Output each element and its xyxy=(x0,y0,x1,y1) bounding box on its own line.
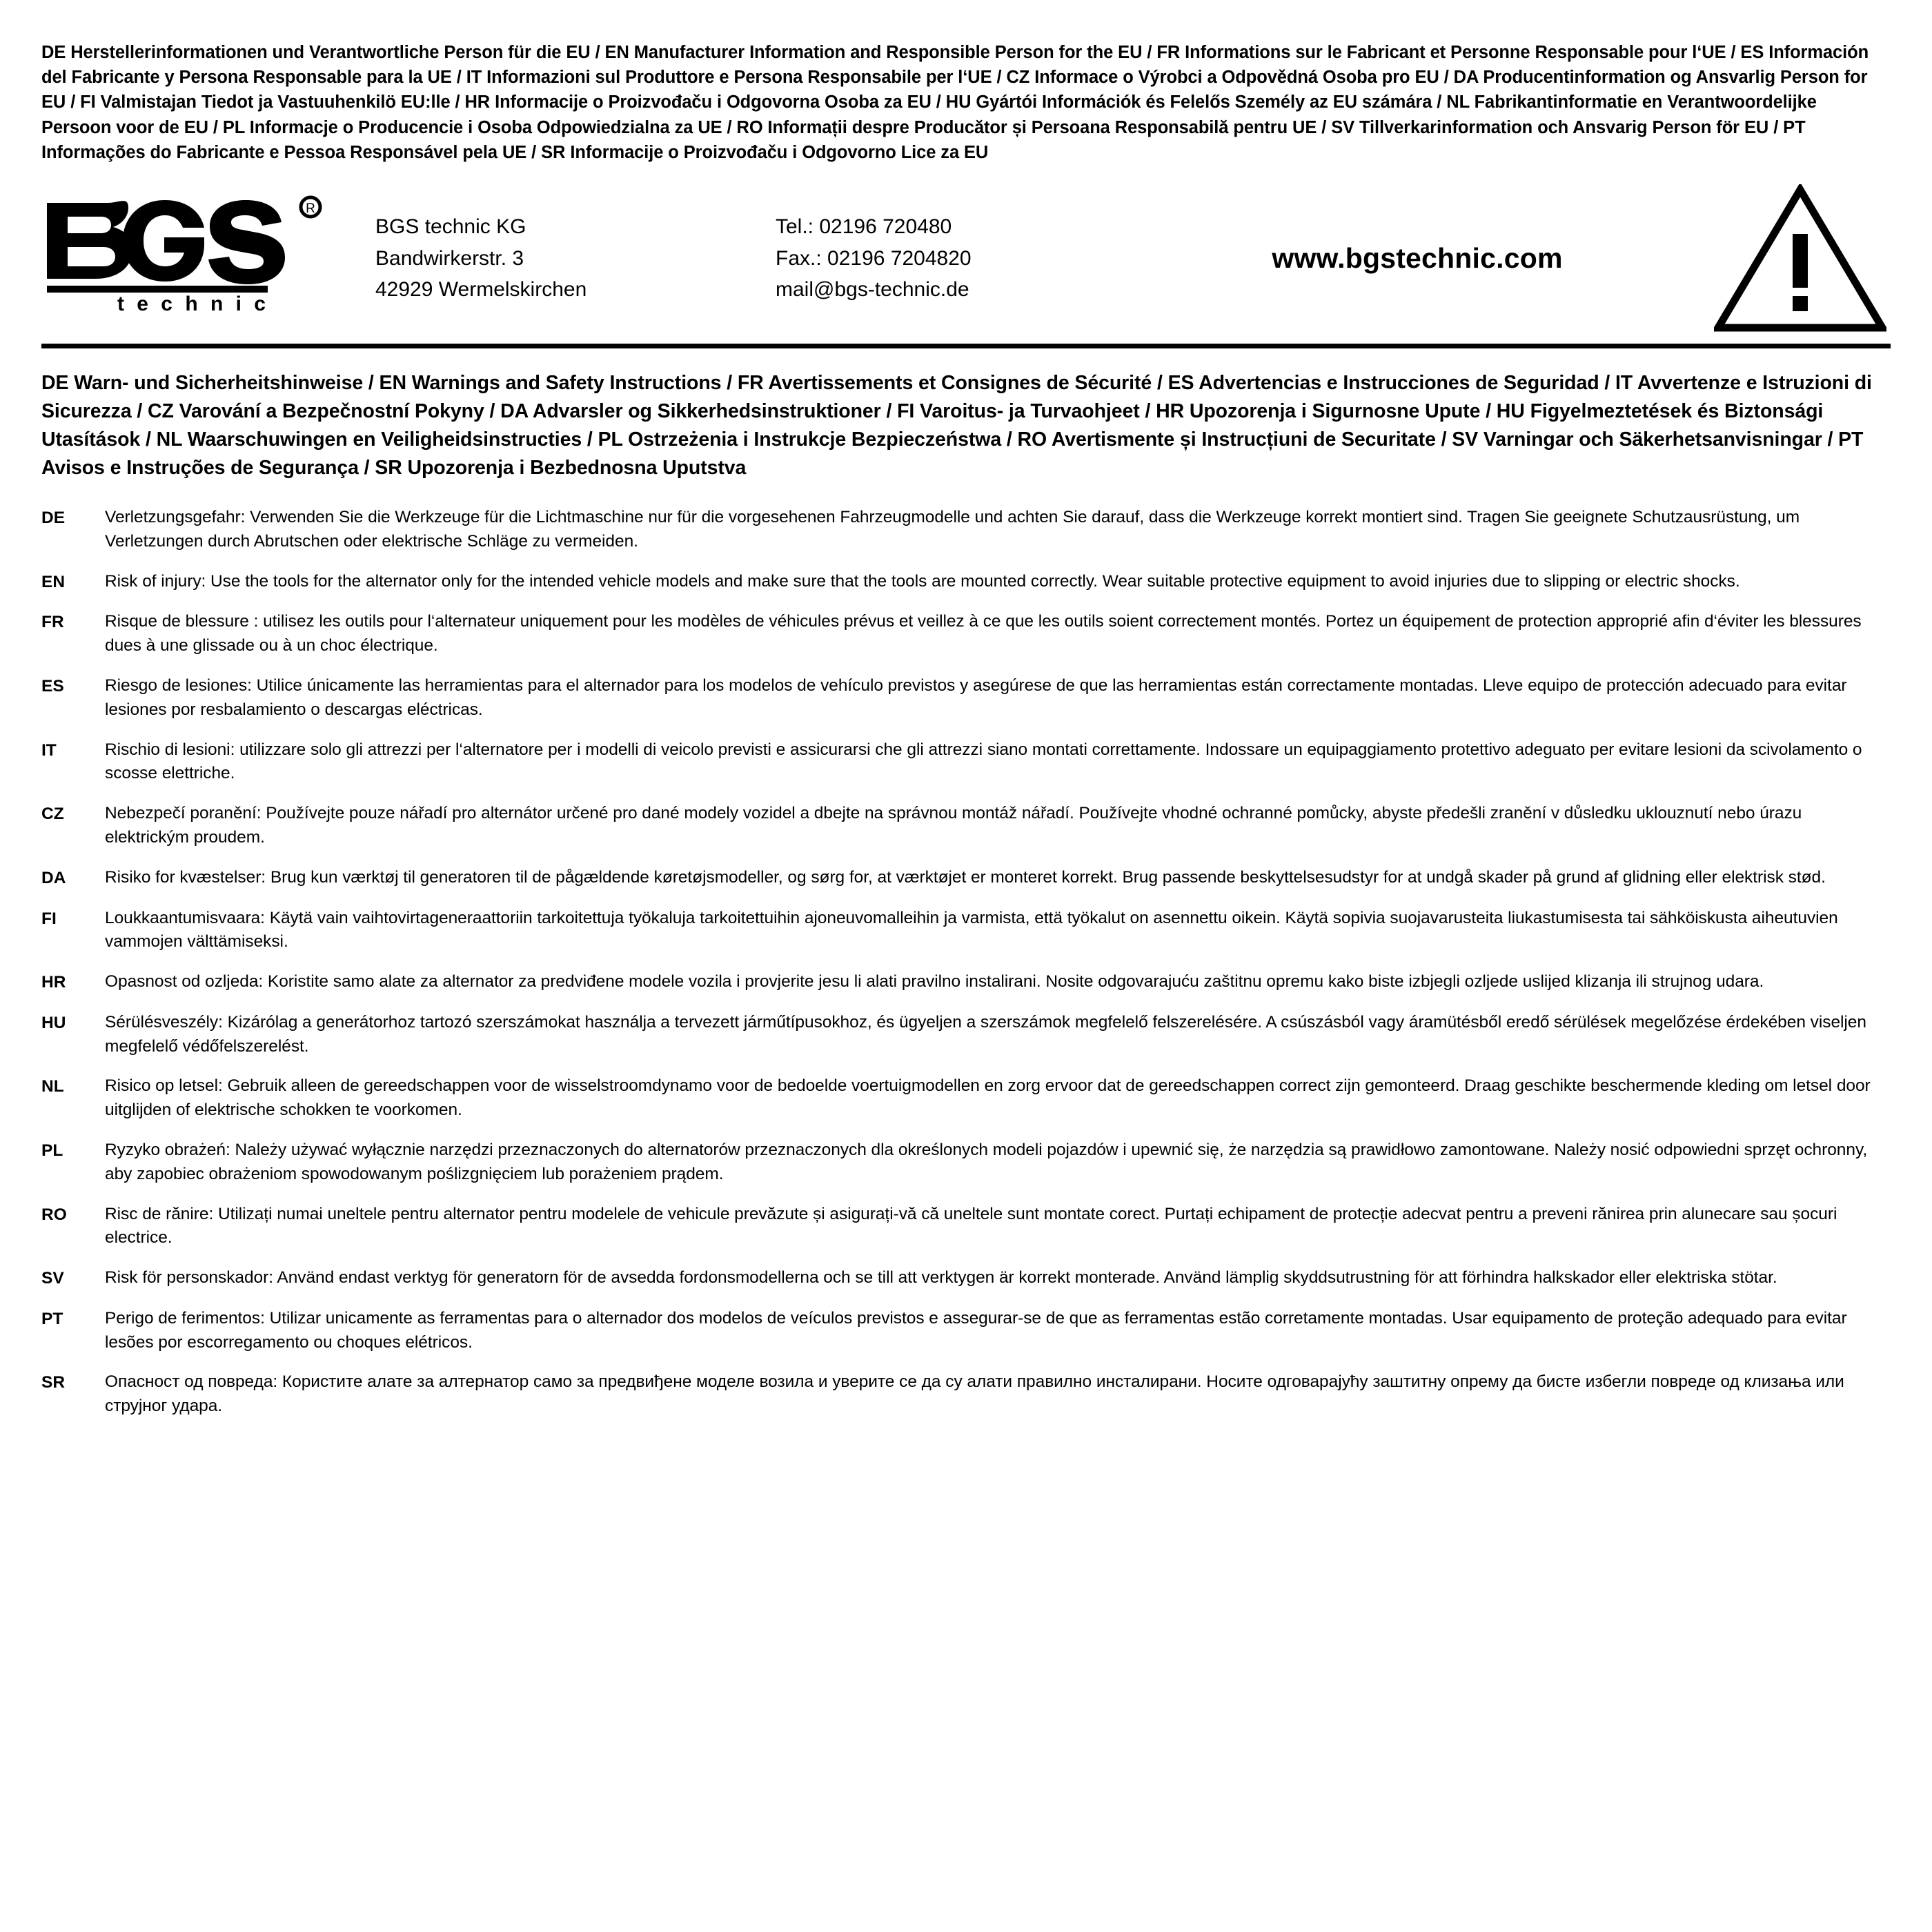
list-item xyxy=(41,674,1891,722)
list-item xyxy=(41,1370,1891,1419)
instruction-text: Riesgo de lesiones: Utilice únicamente las herramientas para el alternador para los modelos de vehículo previstos y asegúrese de que las herramientas están correctamente montadas. Lleve equipo de protección adecuado para evitar lesiones por resbalamiento o descargas eléctricas. xyxy=(105,676,1847,719)
company-city: 42929 Wermelskirchen xyxy=(375,278,587,302)
language-code: PL xyxy=(41,1141,63,1160)
list-item xyxy=(41,1138,1891,1187)
instruction-text: Risk of injury: Use the tools for the alternator only for the intended vehicle models and make sure that the tools are mounted correctly. Wear suitable protective equipment to avoid injuries due to slipping or electric shocks. xyxy=(105,571,1740,591)
language-code: IT xyxy=(41,740,57,760)
company-email[interactable]: mail@bgs-technic.de xyxy=(776,278,969,302)
instruction-text: Rischio di lesioni: utilizzare solo gli attrezzi per l‘alternatore per i modelli di veicolo previsti e assicurarsi che gli attrezzi siano montati correttamente. Indossare un equipaggiamento protettivo adeguato per evitare lesioni da scivolamento o scosse elettriche. xyxy=(105,740,1862,783)
warning-triangle-graphic xyxy=(1714,184,1886,333)
language-code: SV xyxy=(41,1269,64,1288)
language-code: HU xyxy=(41,1013,66,1032)
instruction-text: Risico op letsel: Gebruik alleen de gereedschappen voor de wisselstroomdynamo voor de bedoelde voertuigmodellen en zorg ervoor dat de gereedschappen correct zijn gemonteerd. Draag geschikte beschermende kleding om letsel door uitglijden of elektrische schokken te voorkomen. xyxy=(105,1076,1871,1120)
language-code: DA xyxy=(41,868,66,887)
company-street: Bandwirkerstr. 3 xyxy=(375,246,524,270)
bgs-logo-graphic xyxy=(41,195,366,322)
language-code: FR xyxy=(41,613,64,632)
instruction-text: Risk för personskador: Använd endast verktyg för generatorn för de avsedda fordonsmodellerna och se till att verktygen är korrekt monterade. Använd lämplig skyddsutrustning för att förhindra halkskador eller elektriska stötar. xyxy=(105,1268,1777,1288)
instruction-text: Risque de blessure : utilisez les outils pour l‘alternateur uniquement pour les modèles de véhicules prévus et veillez à ce que les outils soient correctement montés. Portez un équipement de protection approprié afin d‘éviter les blessures dues à une glissade ou à un choc électrique. xyxy=(105,612,1862,656)
instruction-text: Sérülésveszély: Kizárólag a generátorhoz tartozó szerszámokat használja a tervezett járműtípusokhoz, és ügyeljen a szerszámok megfelelő felszerelésére. A csúszásból vagy áramütésből eredő sérülések megelőzése érdekében viseljen megfelelő védőfelszerelést. xyxy=(105,1012,1866,1056)
manufacturer-info-heading: DE Herstellerinformationen und Verantwortliche Person für die EU / EN Manufacturer Information and Responsible Person for the EU / FR Informations sur le Fabricant et Personne Responsable pour l‘UE / ES Información del Fabricante y Persona Responsable para la UE / IT Informazioni sul Produttore e Persona Responsabile per l‘UE / CZ Informace o Výrobci a Odpovědná Osoba pro EU / DA Producentinformation og Ansvarlig Person for EU / FI Valmistajan Tiedot ja Vastuuhenkilö EU:lle / HR Informacije o Proizvođaču i Odgovorna Osoba za EU / HU Gyártói Információk és Felelős Személy az EU számára / NL Fabrikantinformatie en Verantwoordelijke Persoon voor de EU / PL Informacje o Producencie i Osoba Odpowiedzialna za UE / RO Informații despre Producător și Persoana Responsabilă pentru UE / SV Tillverkarinformation och Ansvarig Person för EU / PT Informações do Fabricante e Pessoa Responsável pela UE / SR Informacije o Proizvođaču i Odgovorno Lice za EU xyxy=(41,43,1869,162)
company-fax: Fax.: 02196 7204820 xyxy=(776,246,972,270)
language-code: CZ xyxy=(41,805,64,824)
company-band xyxy=(41,184,1891,348)
list-item xyxy=(41,1307,1891,1355)
list-item xyxy=(41,738,1891,787)
company-name: BGS technic KG xyxy=(375,215,526,239)
list-item xyxy=(41,506,1891,554)
company-website[interactable]: www.bgstechnic.com xyxy=(1272,242,1563,275)
company-tel: Tel.: 02196 720480 xyxy=(776,215,952,239)
instruction-text: Risiko for kvæstelser: Brug kun værktøj til generatoren til de pågældende køretøjsmodeller, og sørg for, at værktøjet er monteret korrekt. Brug passende beskyttelsesudstyr for at undgå skader på grund af glidning eller elektrisk stød. xyxy=(105,867,1826,887)
language-code: RO xyxy=(41,1205,67,1224)
language-code: FI xyxy=(41,909,57,928)
list-item xyxy=(41,970,1891,995)
instruction-text: Loukkaantumisvaara: Käytä vain vaihtovirtageneraattoriin tarkoitettuja työkaluja tarkoitettuihin ajoneuvomalleihin ja varmista, että työkalut on asennettu oikein. Käytä sopivia suojavarusteita liukastumisesta tai sähköiskusta aiheutuvien vammojen välttämiseksi. xyxy=(105,908,1838,952)
language-code: DE xyxy=(41,509,66,528)
instruction-text: Nebezpečí poranění: Používejte pouze nářadí pro alternátor určené pro dané modely vozidel a dbejte na správnou montáž nářadí. Používejte vhodné ochranné pomůcky, abyste předešli zranění v důsledku uklouznutí nebo úrazu elektrickým proudem. xyxy=(105,804,1802,847)
language-code: PT xyxy=(41,1309,63,1328)
language-code: ES xyxy=(41,677,64,696)
instruction-text: Opasnost od ozljeda: Koristite samo alate za alternator za predviđene modele vozila i provjerite jesu li alati pravilno instalirani. Nosite odgovarajuću zaštitnu opremu kako biste izbjegli ozljede uslijed klizanja ili strujnog udara. xyxy=(105,972,1764,992)
list-item xyxy=(41,866,1891,891)
list-item xyxy=(41,1203,1891,1251)
list-item xyxy=(41,1266,1891,1291)
company-address xyxy=(366,211,776,306)
instruction-text: Опасност од повреда: Користите алате за алтернатор само за предвиђене моделе возила и уверите се да су алати правилно инсталирани. Носите одговарајућу заштитну опрему да бисте избегли повреде од клизања или струјног удара. xyxy=(105,1372,1844,1416)
language-code: SR xyxy=(41,1373,66,1392)
company-contact xyxy=(776,211,1134,306)
warning-triangle-icon xyxy=(1700,184,1891,333)
language-code: NL xyxy=(41,1077,64,1096)
instructions-list xyxy=(41,506,1891,1419)
svg-text:t e c h n i c: t e c h n i c xyxy=(117,293,269,316)
svg-text:R: R xyxy=(306,201,315,217)
instruction-text: Ryzyko obrażeń: Należy używać wyłącznie narzędzi przeznaczonych do alternatorów przeznaczonych dla określonych modeli pojazdów i upewnić się, że narzędzia są prawidłowo zamontowane. Należy nosić odpowiedni sprzęt ochronny, aby zapobiec obrażeniom spowodowanym poślizgnięciem lub porażeniem prądem. xyxy=(105,1140,1868,1183)
list-item xyxy=(41,1074,1891,1123)
list-item xyxy=(41,610,1891,658)
list-item xyxy=(41,1011,1891,1059)
list-item xyxy=(41,802,1891,850)
list-item xyxy=(41,907,1891,955)
instruction-text: Risc de rănire: Utilizați numai uneltele pentru alternator pentru modelele de vehicule prevăzute și asigurați-vă că uneltele sunt montate corect. Purtați echipament de protecție adecvat pentru a preveni rănirea prin alunecare sau șocuri electrice. xyxy=(105,1204,1837,1248)
instruction-text: Verletzungsgefahr: Verwenden Sie die Werkzeuge für die Lichtmaschine nur für die vorgesehenen Fahrzeugmodelle und achten Sie darauf, dass die Werkzeuge korrekt montiert sind. Tragen Sie geeignete Schutzausrüstung, um Verletzungen durch Abrutschen oder elektrische Schläge zu vermeiden. xyxy=(105,508,1800,551)
warnings-heading: DE Warn- und Sicherheitshinweise / EN Warnings and Safety Instructions / FR Avertissements et Consignes de Sécurité / ES Advertencias e Instrucciones de Seguridad / IT Avvertenze e Istruzioni di Sicurezza / CZ Varování a Bezpečnostní Pokyny / DA Advarsler og Sikkerhedsinstruktioner / FI Varoitus- ja Turvaohjeet / HR Upozorenja i Sigurnosne Upute / HU Figyelmeztetések és Biztonsági Utasítások / NL Waarschuwingen en Veiligheidsinstructies / PL Ostrzeżenia i Instrukcje Bezpieczeństwa / RO Avertismente și Instrucțiuni de Securitate / SV Varningar och Säkerhetsanvisningar / PT Avisos e Instruções de Segurança / SR Upozorenja i Bezbednosna Uputstva xyxy=(41,372,1872,480)
instruction-text: Perigo de ferimentos: Utilizar unicamente as ferramentas para o alternador dos modelos de veículos previstos e assegurar-se de que as ferramentas estão corretamente montadas. Usar equipamento de proteção adequado para evitar lesões por escorregamento ou choques elétricos. xyxy=(105,1308,1847,1352)
language-code: HR xyxy=(41,973,66,992)
language-code: EN xyxy=(41,572,66,591)
bgs-logo xyxy=(41,195,366,322)
list-item xyxy=(41,570,1891,595)
